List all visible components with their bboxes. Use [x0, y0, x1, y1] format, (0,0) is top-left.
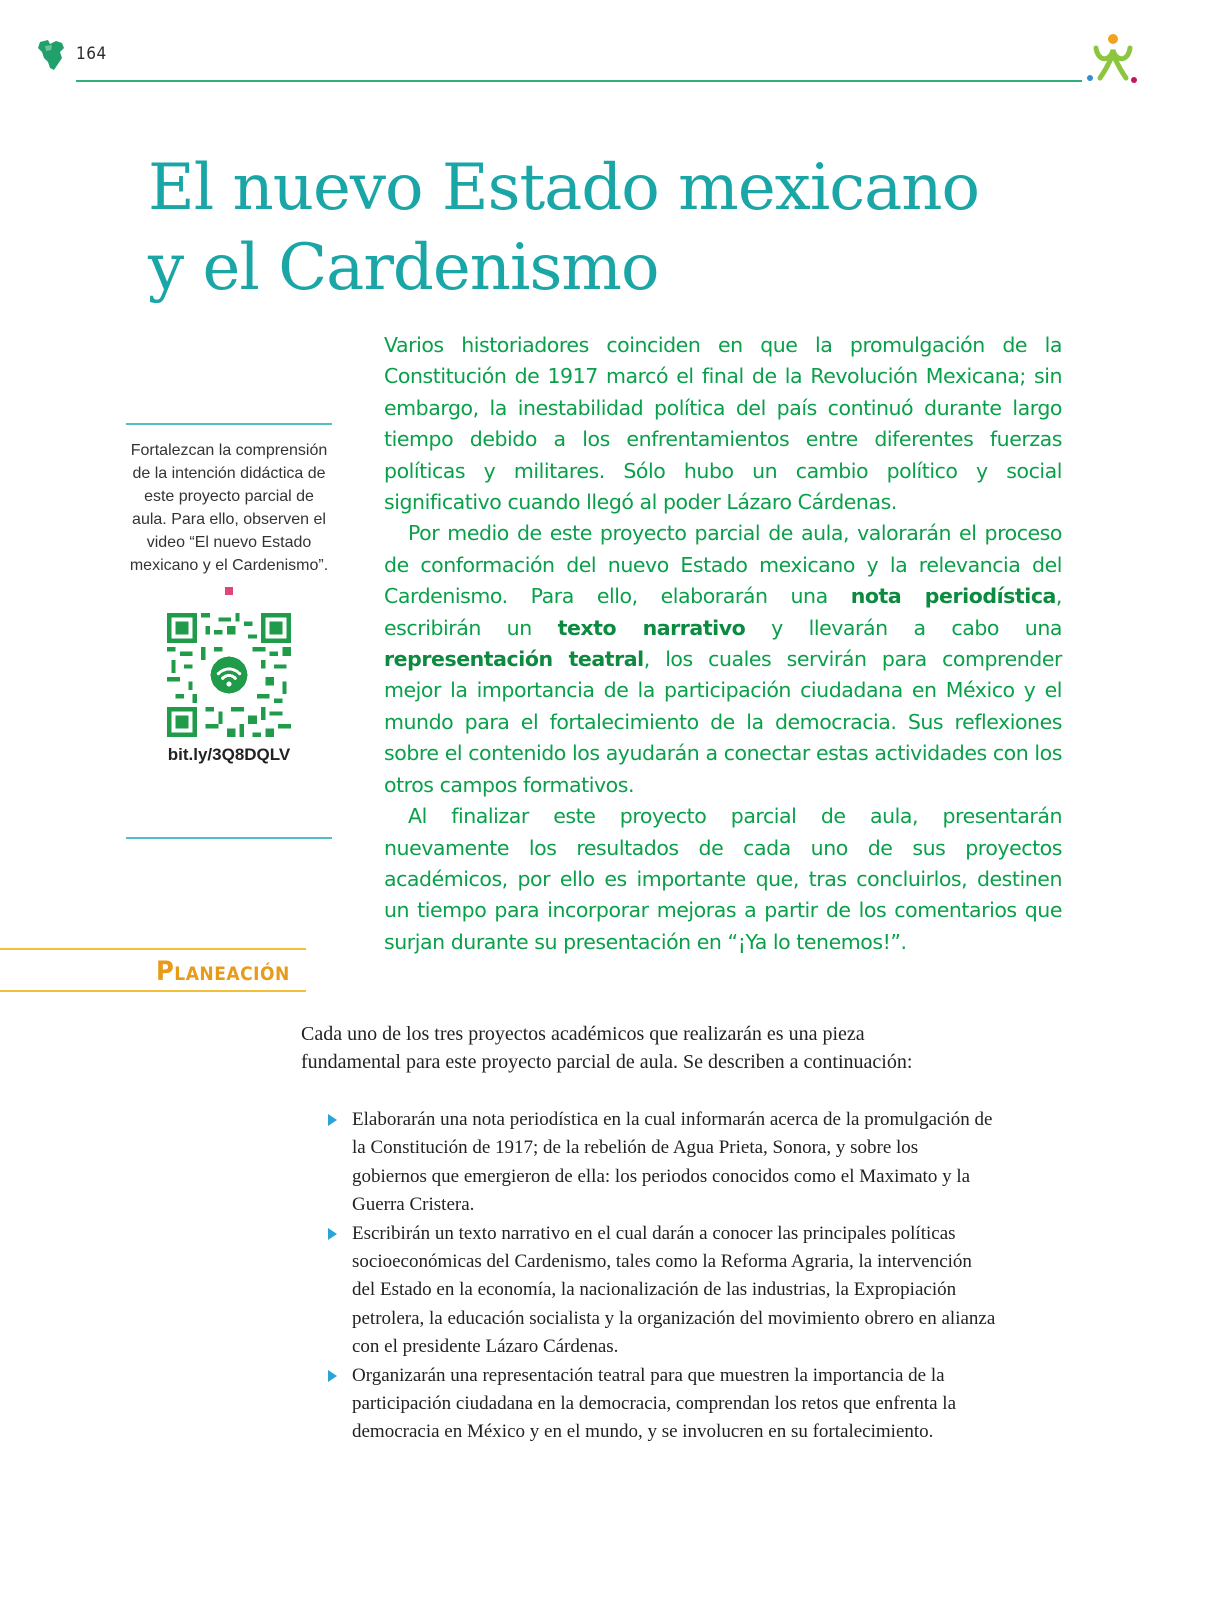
title-line-1: El nuevo Estado mexicano — [148, 151, 980, 225]
intro-paragraph-3: Al finalizar este proyecto parcial de aula, presentarán nuevamente los resultados de cada uno de sus proyectos académicos, por ello es importante que, tras concluirlos, destinen un tiempo para incorporar mejoras a partir de los comentarios que surjan durante su presentación en “¡Ya lo tenemos!”. — [384, 804, 1062, 954]
mexico-map-icon — [36, 38, 68, 72]
planeacion-list — [326, 1106, 996, 1447]
keyword-texto-narrativo: texto narrativo — [557, 615, 746, 640]
sidebar-text: Fortalezcan la comprensión de la intención didáctica de este proyecto parcial de aula. Para ello, observen el video “El nuevo Estado mexicano y el Cardenismo”. — [129, 442, 329, 574]
list-item: Organizarán una representación teatral para que muestren la importancia de la participación ciudadana en la democracia, comprendan los retos que enfrenta la democracia en México y en el mundo, y se involucren en su fortalecimiento. — [326, 1362, 996, 1447]
intro-paragraph-2: Por medio de este proyecto parcial de aula, valorarán el proceso de conformación del nuevo Estado mexicano y la relevancia del Cardenismo. Para ello, elaborarán una nota periodística, escribirán un texto narrativo y llevarán a cabo una representación teatral, los cuales servirán para comprender mejor la importancia de la participación ciudadana en México y el mundo para el fortalecimiento de la democracia. Sus reflexiones sobre el contenido los ayudarán a conectar estas actividades con los otros campos formativos. — [384, 521, 1063, 797]
people-logo-icon — [1086, 32, 1138, 86]
video-sidebar — [126, 423, 332, 839]
pink-square-marker — [225, 587, 233, 595]
title-line-2: y el Cardenismo — [148, 231, 659, 305]
intro-text — [384, 330, 1062, 958]
keyword-nota-periodistica: nota periodística — [850, 584, 1056, 609]
list-item: Elaborarán una nota periodística en la cual informarán acerca de la promulgación de la Constitución de 1917; de la rebelión de Agua Prieta, Sonora, y sobre los gobiernos que emergieron de ella: los periodos conocidos como el Maximato y la Guerra Cristera. — [326, 1106, 996, 1220]
section-rule-bottom — [0, 990, 306, 992]
page-number: 164 — [76, 44, 107, 64]
qr-code-icon[interactable] — [167, 613, 291, 737]
header-rule — [76, 80, 1082, 82]
section-rule-top — [0, 948, 306, 950]
triangle-bullet-icon — [328, 1370, 337, 1382]
section-heading-planeacion: Planeación — [156, 956, 290, 987]
intro-paragraph-1: Varios historiadores coinciden en que la promulgación de la Constitución de 1917 marcó el final de la Revolución Mexicana; sin embargo, la inestabilidad política del país continuó durante largo tiempo debido a los enfrentamientos entre diferentes fuerzas políticas y militares. Sólo hubo un cambio político y social significativo cuando llegó al poder Lázaro Cárdenas. — [384, 333, 1062, 515]
triangle-bullet-icon — [328, 1228, 337, 1240]
keyword-representacion-teatral: representación teatral — [384, 647, 644, 672]
list-item: Escribirán un texto narrativo en el cual darán a conocer las principales políticas socioeconómicas del Cardenismo, tales como la Reforma Agraria, la intervención del Estado en la economía, la nacionalización de las industrias, la Expropiación petrolera, la educación socialista y la organización del movimiento obrero en alianza con el presidente Lázaro Cárdenas. — [326, 1220, 996, 1362]
triangle-bullet-icon — [328, 1114, 337, 1126]
planeacion-intro: Cada uno de los tres proyectos académicos que realizarán es una pieza fundamental para este proyecto parcial de aula. Se describen a continuación: — [301, 1023, 913, 1073]
page-title — [148, 148, 1048, 308]
qr-short-link[interactable]: bit.ly/3Q8DQLV — [167, 745, 291, 764]
